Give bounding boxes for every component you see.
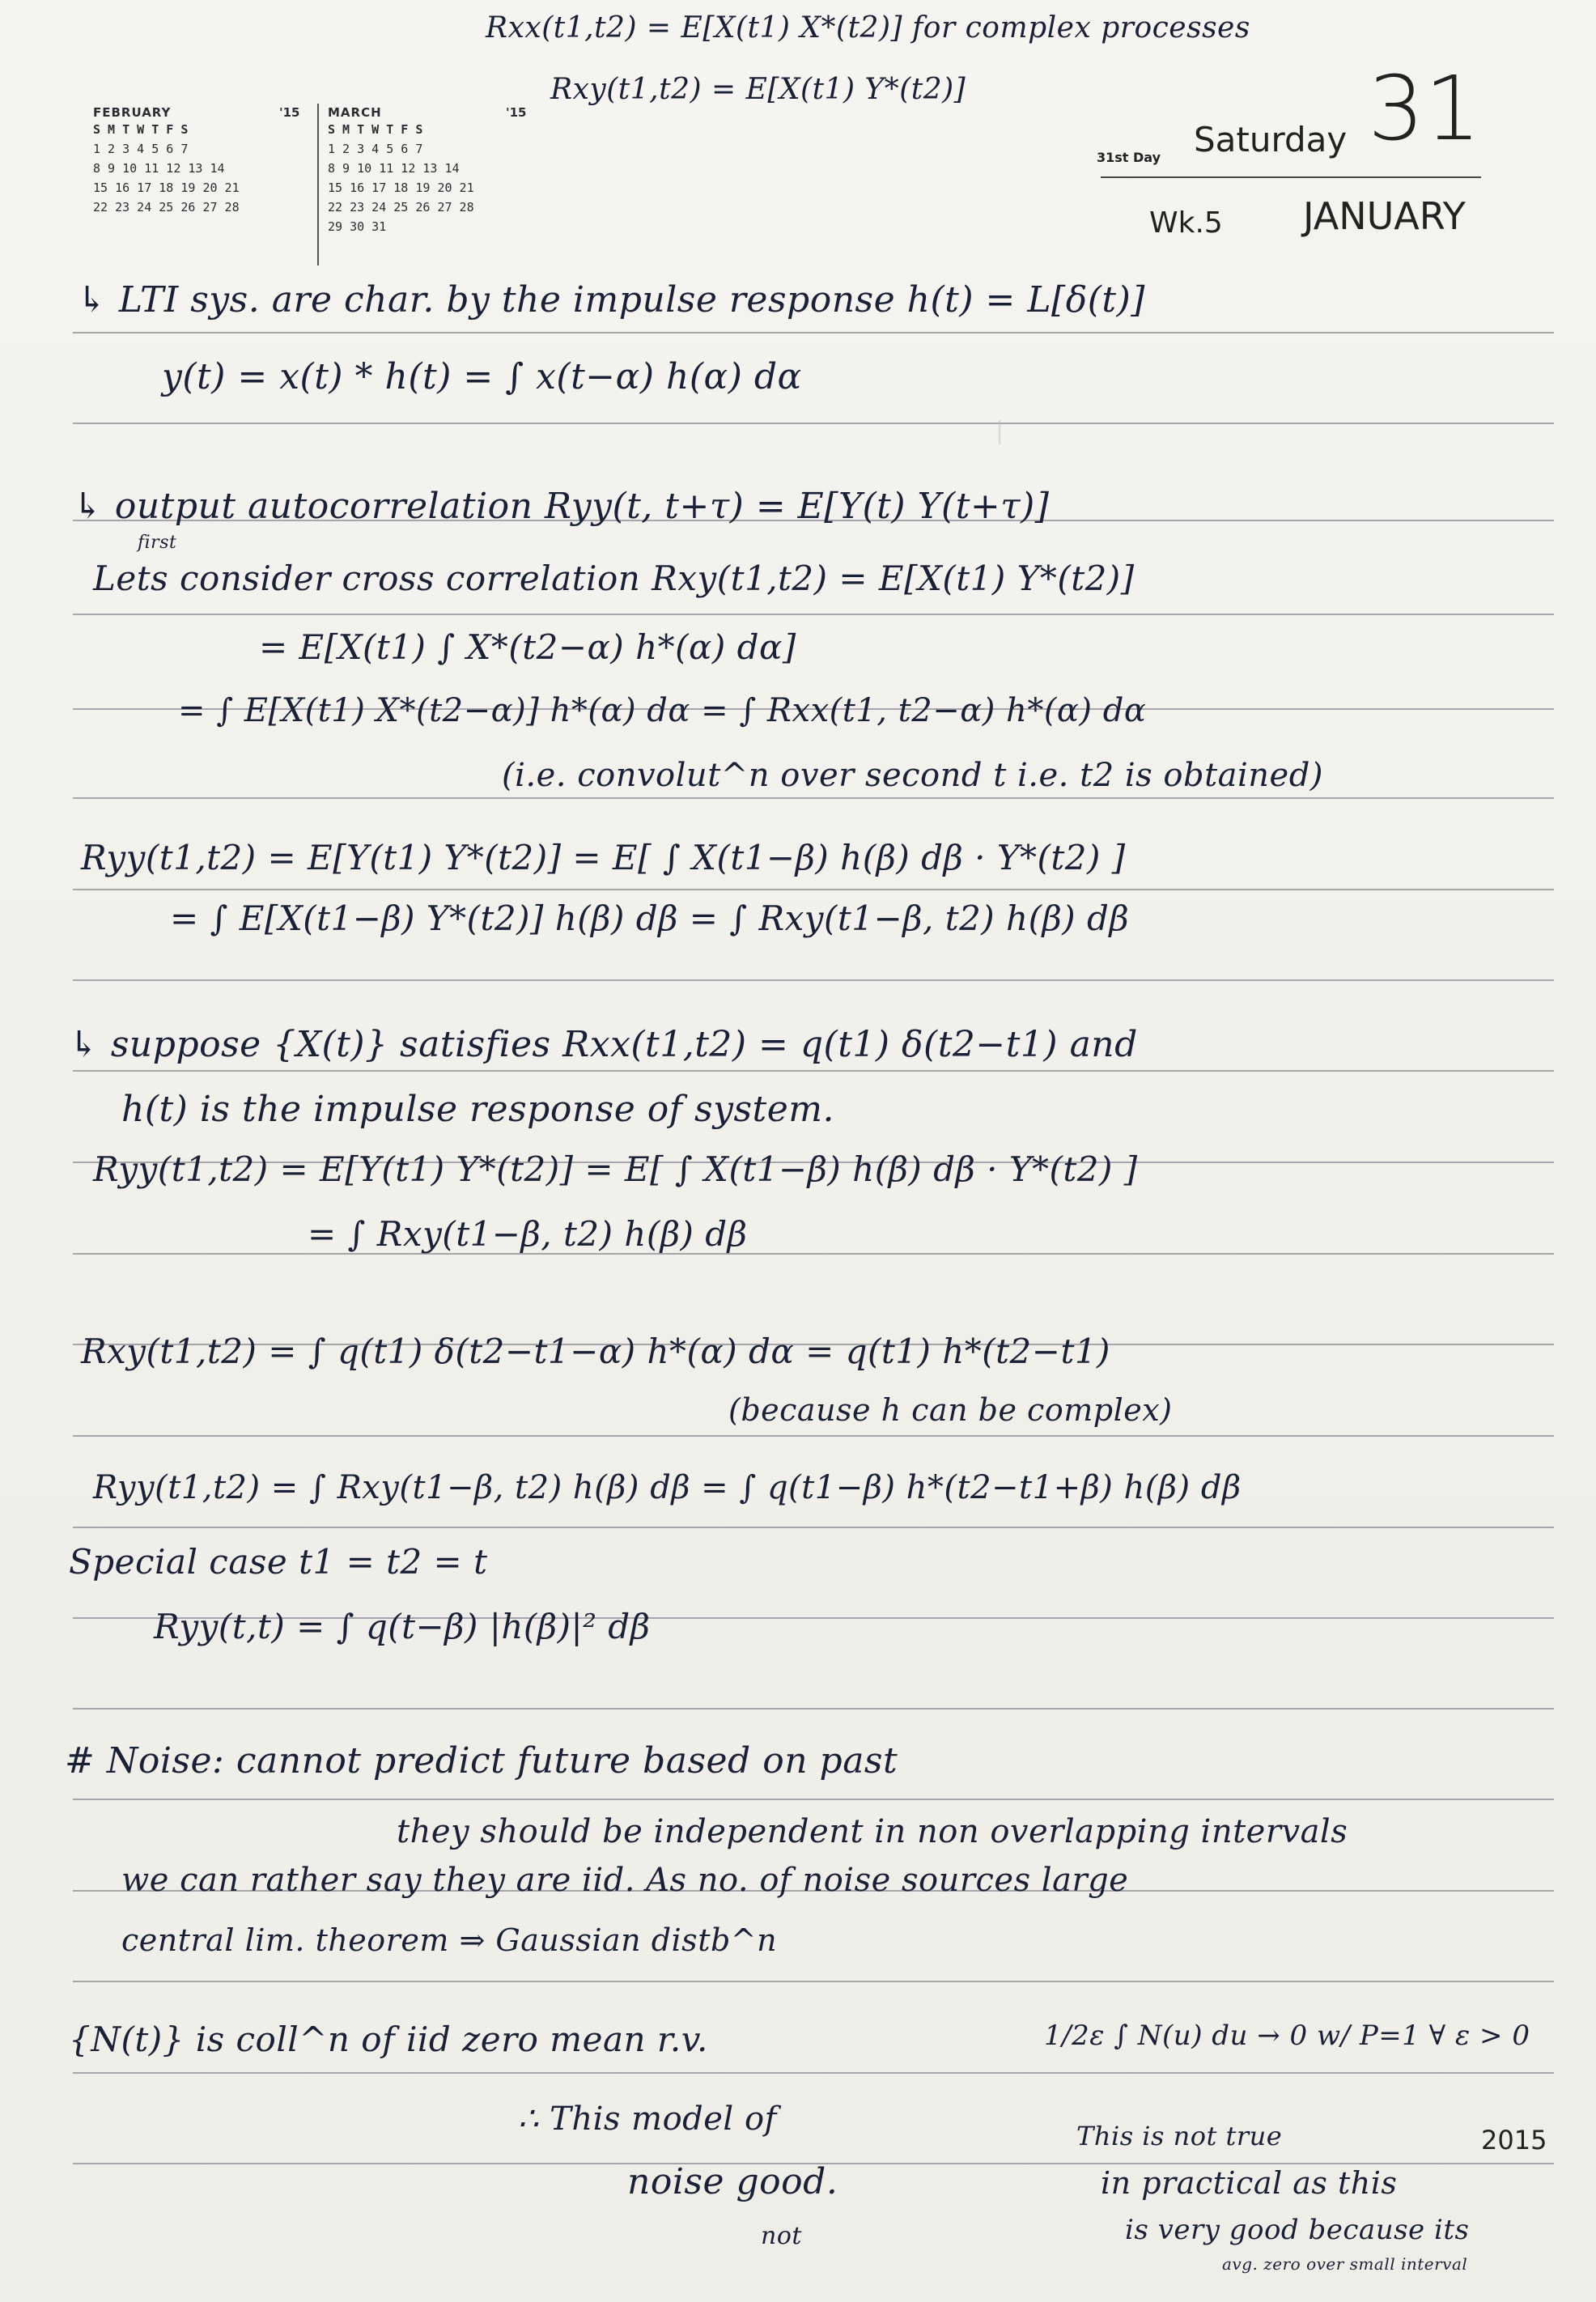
header-rule bbox=[1101, 176, 1481, 178]
calendar-row: 1 2 3 4 5 6 7 bbox=[93, 142, 189, 156]
ruled-line bbox=[73, 889, 1554, 890]
show-through-text: | bbox=[995, 417, 1004, 445]
calendar-weekdays: S M T W T F S bbox=[93, 122, 189, 137]
note-line: Lets consider cross correlation Rxy(t1,t2) = E[X(t1) Y*(t2)] bbox=[93, 559, 1135, 598]
note-line: Rxy(t1,t2) = E[X(t1) Y*(t2)] bbox=[550, 73, 966, 106]
calendar-divider bbox=[317, 104, 319, 265]
note-line: is very good because its bbox=[1125, 2214, 1470, 2246]
calendar-year-tag: '15 bbox=[279, 105, 300, 120]
month-label: JANUARY bbox=[1303, 194, 1466, 238]
date-number: 31 bbox=[1368, 57, 1481, 160]
note-line: central lim. theorem ⇒ Gaussian distb^n bbox=[121, 1922, 778, 1958]
note-line: = ∫ Rxy(t1−β, t2) h(β) dβ bbox=[308, 1214, 748, 1254]
mini-calendar-march bbox=[328, 105, 546, 236]
note-line: = ∫ E[X(t1) X*(t2−α)] h*(α) dα = ∫ Rxx(t1, t2−α) h*(α) dα bbox=[178, 692, 1147, 729]
calendar-weekdays: S M T W T F S bbox=[328, 122, 423, 137]
calendar-row: 15 16 17 18 19 20 21 bbox=[328, 181, 474, 195]
note-line: = E[X(t1) ∫ X*(t2−α) h*(α) dα] bbox=[259, 627, 796, 667]
ruled-line bbox=[73, 1070, 1554, 1072]
calendar-row: 8 9 10 11 12 13 14 bbox=[93, 161, 225, 176]
note-line: (i.e. convolut^n over second t i.e. t2 is obtained) bbox=[502, 757, 1323, 794]
note-line: they should be independent in non overlapping intervals bbox=[397, 1813, 1348, 1850]
calendar-row: 22 23 24 25 26 27 28 bbox=[93, 200, 240, 214]
calendar-row: 8 9 10 11 12 13 14 bbox=[328, 161, 460, 176]
ruled-line bbox=[73, 1527, 1554, 1528]
mini-calendar-february bbox=[93, 105, 312, 217]
note-line: 1/2ε ∫ N(u) du → 0 w/ P=1 ∀ ε > 0 bbox=[1044, 2020, 1530, 2052]
ruled-line bbox=[73, 979, 1554, 981]
note-line: ↳ output autocorrelation Ryy(t, t+τ) = E[Y(t) Y(t+τ)] bbox=[73, 486, 1050, 527]
ruled-line bbox=[73, 1435, 1554, 1437]
note-annotation: first bbox=[138, 533, 177, 553]
note-line: avg. zero over small interval bbox=[1222, 2254, 1468, 2274]
note-line: Ryy(t1,t2) = ∫ Rxy(t1−β, t2) h(β) dβ = ∫ q(t1−β) h*(t2−t1+β) h(β) dβ bbox=[93, 1469, 1242, 1506]
calendar-row: 15 16 17 18 19 20 21 bbox=[93, 181, 240, 195]
note-line: Rxy(t1,t2) = ∫ q(t1) δ(t2−t1−α) h*(α) dα = q(t1) h*(t2−t1) bbox=[81, 1332, 1110, 1371]
note-annotation: not bbox=[761, 2222, 802, 2250]
note-line: Rxx(t1,t2) = E[X(t1) X*(t2)] for complex processes bbox=[486, 11, 1250, 45]
calendar-row: 22 23 24 25 26 27 28 bbox=[328, 200, 474, 214]
note-line: Ryy(t1,t2) = E[Y(t1) Y*(t2)] = E[ ∫ X(t1−β) h(β) dβ · Y*(t2) ] bbox=[93, 1149, 1138, 1189]
calendar-month-label: FEBRUARY bbox=[93, 105, 172, 120]
week-label: Wk.5 bbox=[1149, 206, 1223, 240]
calendar-year-tag: '15 bbox=[506, 105, 527, 120]
note-line: Ryy(t1,t2) = E[Y(t1) Y*(t2)] = E[ ∫ X(t1−β) h(β) dβ · Y*(t2) ] bbox=[81, 838, 1126, 877]
note-line: h(t) is the impulse response of system. bbox=[121, 1089, 834, 1130]
note-line: we can rather say they are iid. As no. of noise sources large bbox=[121, 1862, 1129, 1899]
note-line: Special case t1 = t2 = t bbox=[69, 1542, 488, 1582]
ruled-line bbox=[73, 1981, 1554, 1982]
note-line: ∴ This model of bbox=[518, 2100, 777, 2138]
weekday-label: Saturday bbox=[1194, 120, 1348, 159]
note-line: This is not true bbox=[1076, 2121, 1283, 2151]
note-line: noise good. bbox=[627, 2161, 838, 2202]
note-line: ↳ LTI sys. are char. by the impulse response h(t) = L[δ(t)] bbox=[77, 279, 1145, 321]
day-of-year: 31st Day bbox=[1097, 150, 1161, 165]
note-line: # Noise: cannot predict future based on past bbox=[65, 1740, 898, 1782]
calendar-row: 1 2 3 4 5 6 7 bbox=[328, 142, 423, 156]
ruled-line bbox=[73, 2072, 1554, 2074]
year-footer: 2015 bbox=[1481, 2125, 1547, 2155]
note-line: (because h can be complex) bbox=[728, 1392, 1173, 1428]
ruled-line bbox=[73, 614, 1554, 615]
ruled-line bbox=[73, 1799, 1554, 1800]
note-line: Ryy(t,t) = ∫ q(t−β) |h(β)|² dβ bbox=[154, 1607, 651, 1646]
ruled-line bbox=[73, 332, 1554, 333]
ruled-line bbox=[73, 423, 1554, 424]
note-line: y(t) = x(t) * h(t) = ∫ x(t−α) h(α) dα bbox=[162, 356, 802, 397]
ruled-line bbox=[73, 797, 1554, 799]
calendar-row: 29 30 31 bbox=[328, 219, 387, 234]
note-line: in practical as this bbox=[1101, 2165, 1398, 2201]
note-line: {N(t)} is coll^n of iid zero mean r.v. bbox=[69, 2020, 708, 2059]
note-line: = ∫ E[X(t1−β) Y*(t2)] h(β) dβ = ∫ Rxy(t1−β, t2) h(β) dβ bbox=[170, 898, 1130, 938]
note-line: ↳ suppose {X(t)} satisfies Rxx(t1,t2) = q(t1) δ(t2−t1) and bbox=[69, 1024, 1138, 1065]
calendar-month-label: MARCH bbox=[328, 105, 382, 120]
ruled-line bbox=[73, 1253, 1554, 1255]
ruled-line bbox=[73, 1708, 1554, 1710]
